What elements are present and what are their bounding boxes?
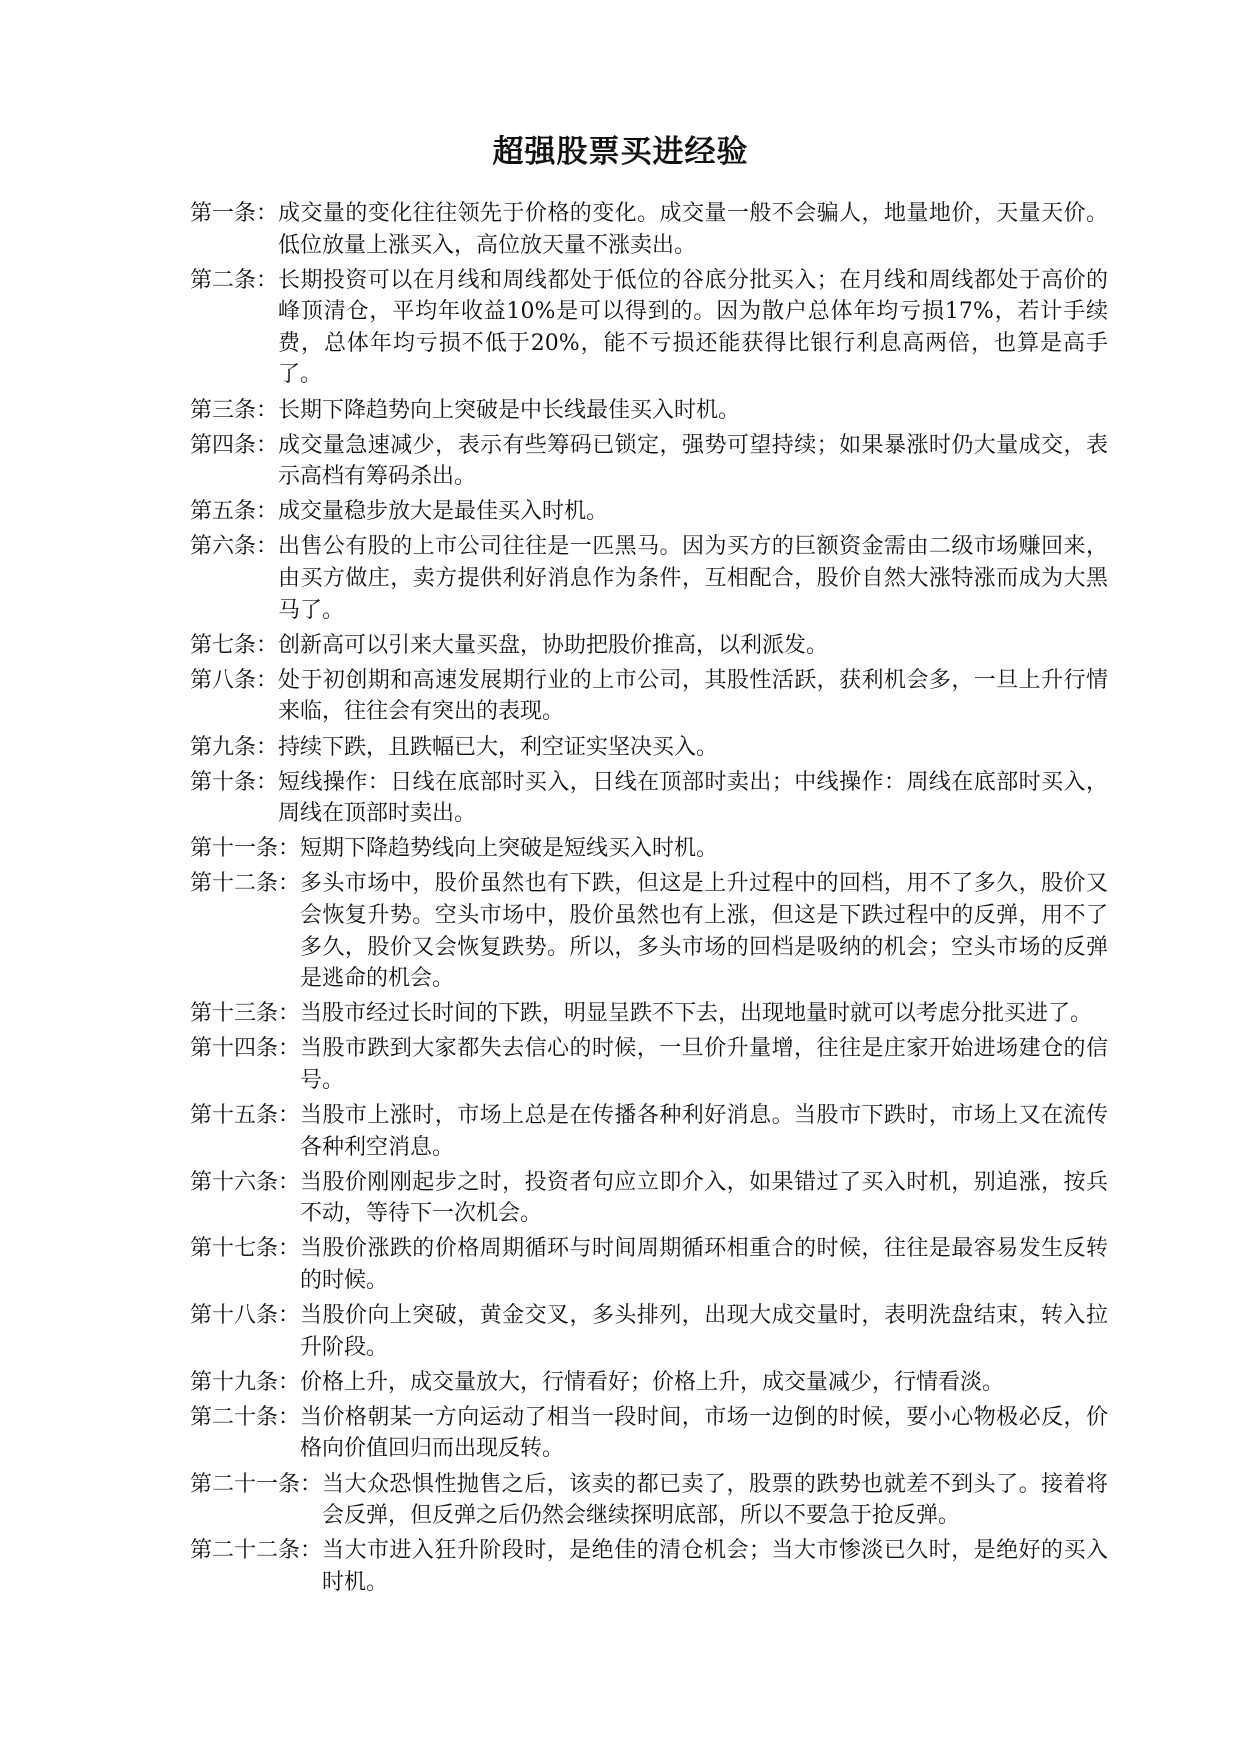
rule-text: 当大市进入狂升阶段时，是绝佳的清仓机会；当大市惨淡已久时，是绝好的买入时机。	[322, 1538, 1108, 1595]
rule-label: 第十六条：	[190, 1169, 301, 1195]
rule-label: 第四条：	[190, 432, 279, 458]
rule-text: 当股市跌到大家都失去信心的时候，一旦价升量增，往往是庄家开始进场建仓的信号。	[300, 1036, 1108, 1093]
rule-text: 当股市上涨时，市场上总是在传播各种利好消息。当股市下跌时，市场上又在流传各种利空消息。	[300, 1103, 1108, 1160]
rule-text: 当大众恐惧性抛售之后，该卖的都已卖了，股票的跌势也就差不到头了。接着将会反弹，但反弹之后仍然会继续探明底部，所以不要急于抢反弹。	[322, 1471, 1108, 1529]
rule-text: 当价格朝某一方向运动了相当一段时间，市场一边倒的时候，要小心物极必反，价格向价值回归而出现反转。	[300, 1404, 1108, 1462]
rule-label: 第十一条：	[190, 836, 301, 862]
rule-label: 第二十一条：	[190, 1471, 323, 1497]
rule-label: 第三条：	[190, 397, 279, 423]
rule-label: 第十三条：	[190, 1001, 301, 1027]
rule-text: 长期下降趋势向上突破是中长线最佳买入时机。	[278, 397, 741, 423]
document-title: 超强股票买进经验	[492, 134, 749, 170]
rule-label: 第二条：	[190, 267, 279, 293]
rule-text: 短线操作：日线在底部时买入，日线在顶部时卖出；中线操作：周线在底部时买入，周线在顶部时卖出。	[278, 769, 1108, 827]
rule-item	[190, 1535, 1108, 1598]
rule-text: 出售公有股的上市公司往往是一匹黑马。因为买方的巨额资金需由二级市场赚回来，由买方做庄，卖方提供利好消息作为条件，互相配合，股价自然大涨特涨而成为大黑马了。	[278, 534, 1108, 623]
rule-text: 创新高可以引来大量买盘，协助把股价推高，以利派发。	[278, 632, 829, 658]
rule-text: 处于初创期和高速发展期行业的上市公司，其股性活跃，获利机会多，一旦上升行情来临，往往会有突出的表现。	[278, 667, 1108, 725]
rule-text: 当股市经过长时间的下跌，明显呈跌不下去，出现地量时就可以考虑分批买进了。	[300, 1001, 1093, 1027]
rule-label: 第六条：	[190, 534, 279, 560]
rule-item	[190, 265, 1108, 391]
rule-label: 第九条：	[190, 734, 279, 760]
rule-item	[190, 198, 1108, 261]
rule-item	[190, 868, 1108, 994]
rule-item	[190, 1300, 1108, 1363]
rule-item	[190, 1402, 1108, 1465]
rule-item	[190, 430, 1108, 493]
rule-text: 当股价刚刚起步之时，投资者句应立即介入，如果错过了买入时机，别追涨，按兵不动，等待下一次机会。	[300, 1169, 1108, 1227]
rule-item	[190, 1167, 1108, 1230]
rule-text: 当股价涨跌的价格周期循环与时间周期循环相重合的时候，往往是最容易发生反转的时候。	[300, 1236, 1108, 1293]
rule-item	[190, 998, 1108, 1030]
rule-label: 第七条：	[190, 632, 279, 658]
rule-item	[190, 1100, 1108, 1163]
rule-text: 多头市场中，股价虽然也有下跌，但这是上升过程中的回档，用不了多久，股价又会恢复升势。空头市场中，股价虽然也有上涨，但这是下跌过程中的反弹，用不了多久，股价又会恢复跌势。所以，多头市场的回档是吸纳的机会；空头市场的反弹是逃命的机会。	[300, 871, 1108, 992]
rule-item	[190, 531, 1108, 626]
rule-item	[190, 1367, 1108, 1399]
rule-label: 第五条：	[190, 499, 279, 525]
rule-item	[190, 1469, 1108, 1532]
rule-label: 第八条：	[190, 667, 279, 693]
rule-text: 价格上升，成交量放大，行情看好；价格上升，成交量减少，行情看淡。	[300, 1369, 1005, 1395]
rule-label: 第二十二条：	[190, 1538, 323, 1564]
rule-label: 第二十条：	[190, 1404, 301, 1430]
rule-item	[190, 496, 1108, 528]
rule-item	[190, 395, 1108, 427]
rule-item	[190, 1233, 1108, 1296]
rule-text: 长期投资可以在月线和周线都处于低位的谷底分批买入；在月线和周线都处于高价的峰顶清仓，平均年收益10%是可以得到的。因为散户总体年均亏损17%，若计手续费，总体年均亏损不低于20%，能不亏损还能获得比银行利息高两倍，也算是高手了。	[278, 267, 1108, 388]
rule-text: 持续下跌，且跌幅已大，利空证实坚决买入。	[278, 734, 719, 760]
rule-label: 第十八条：	[190, 1303, 301, 1329]
rule-label: 第十七条：	[190, 1236, 301, 1262]
rule-item	[190, 833, 1108, 865]
rule-item	[190, 630, 1108, 662]
rule-text: 短期下降趋势线向上突破是短线买入时机。	[300, 836, 719, 862]
rules-list	[190, 198, 1108, 1602]
rule-text: 成交量稳步放大是最佳买入时机。	[278, 499, 609, 525]
rule-item	[190, 1033, 1108, 1096]
rule-text: 成交量急速减少，表示有些筹码已锁定，强势可望持续；如果暴涨时仍大量成交，表示高档有筹码杀出。	[278, 432, 1108, 490]
rule-label: 第十九条：	[190, 1369, 301, 1395]
rule-text: 当股价向上突破，黄金交叉，多头排列，出现大成交量时，表明洗盘结束，转入拉升阶段。	[300, 1303, 1108, 1360]
rule-item	[190, 767, 1108, 830]
rule-label: 第十四条：	[190, 1036, 301, 1062]
rule-label: 第十五条：	[190, 1103, 301, 1129]
rule-item	[190, 732, 1108, 764]
rule-label: 第十条：	[190, 769, 279, 795]
rule-text: 成交量的变化往往领先于价格的变化。成交量一般不会骗人，地量地价，天量天价。低位放量上涨买入，高位放天量不涨卖出。	[278, 201, 1108, 258]
rule-label: 第一条：	[190, 201, 279, 226]
rule-label: 第十二条：	[190, 871, 301, 897]
rule-item	[190, 665, 1108, 728]
